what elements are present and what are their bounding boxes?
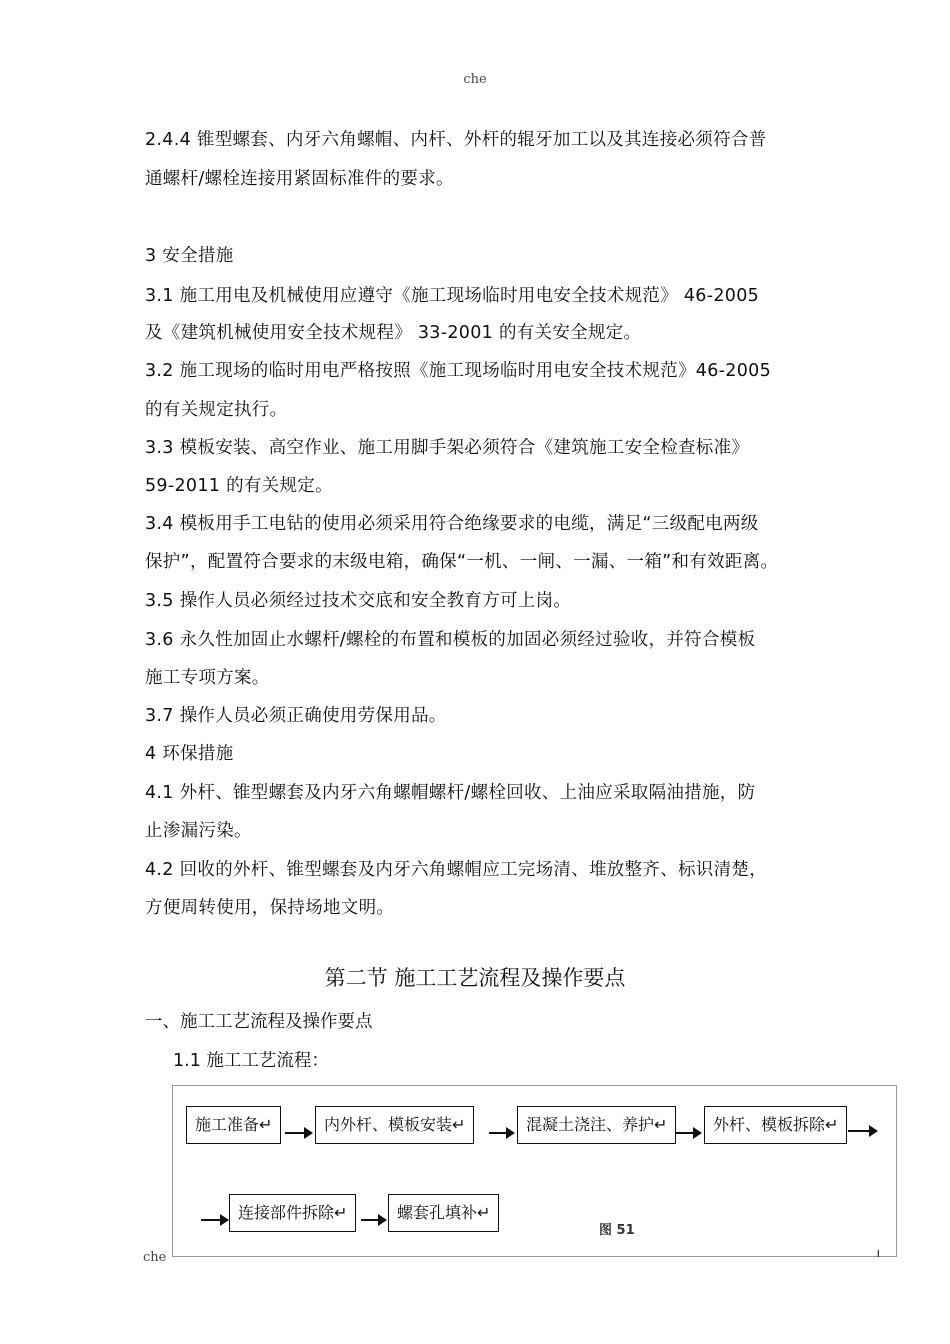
body-text-line: 通螺杆/螺栓连接用紧固标准件的要求。 — [145, 169, 454, 189]
flow-arrow — [285, 1132, 311, 1134]
body-text-line: 3.4 模板用手工电钻的使用必须采用符合绝缘要求的电缆，满足“三级配电两级 — [145, 514, 759, 534]
subsection-heading: 一、施工工艺流程及操作要点 — [145, 1012, 373, 1032]
flow-step-4: 外杆、模板拆除↵ — [704, 1106, 847, 1144]
flow-arrow — [201, 1219, 227, 1221]
body-text-line: 3 安全措施 — [145, 246, 234, 266]
body-text-line: 方便周转使用，保持场地文明。 — [145, 898, 395, 918]
body-text-line: 保护”，配置符合要求的末级电箱，确保“一机、一闸、一漏、一箱”和有效距离。 — [145, 552, 779, 572]
flow-step-2: 内外杆、模板安装↵ — [315, 1106, 474, 1144]
body-text-line: 4.2 回收的外杆、锥型螺套及内牙六角螺帽应工完场清、堆放整齐、标识清楚， — [145, 860, 767, 880]
flow-arrow — [676, 1132, 700, 1134]
figure-caption: 图 51 — [599, 1223, 635, 1238]
body-text-line: 4 环保措施 — [145, 744, 234, 764]
body-text-line: 及《建筑机械使用安全技术规程》 33-2001 的有关安全规定。 — [145, 323, 642, 343]
body-text-line: 3.6 永久性加固止水螺杆/螺栓的布置和模板的加固必须经过验收，并符合模板 — [145, 630, 756, 650]
body-text-line: 4.1 外杆、锥型螺套及内牙六角螺帽螺杆/螺栓回收、上油应采取隔油措施，防 — [145, 783, 756, 803]
flow-step-5: 连接部件拆除↵ — [229, 1194, 356, 1232]
flow-arrow — [361, 1219, 385, 1221]
flow-step-3: 混凝土浇注、养护↵ — [517, 1106, 676, 1144]
body-text-line: 3.3 模板安装、高空作业、施工用脚手架必须符合《建筑施工安全检查标准》 — [145, 438, 750, 458]
body-text-line: 3.1 施工用电及机械使用应遵守《施工现场临时用电安全技术规范》 46-2005 — [145, 286, 760, 306]
body-text-line: 3.2 施工现场的临时用电严格按照《施工现场临时用电安全技术规范》46-2005 — [145, 361, 772, 381]
flow-step-1: 施工准备↵ — [186, 1106, 281, 1144]
body-text-line: 的有关规定执行。 — [145, 400, 288, 420]
body-text-line: 施工专项方案。 — [145, 668, 270, 688]
section-title: 第二节 施工工艺流程及操作要点 — [324, 966, 626, 990]
flow-arrow — [848, 1130, 876, 1132]
page-footer: che — [143, 1250, 167, 1265]
flow-arrow — [489, 1132, 513, 1134]
flowchart-figure — [172, 1085, 897, 1260]
body-text-line: 3.5 操作人员必须经过技术交底和安全教育方可上岗。 — [145, 591, 572, 611]
page-header: che — [463, 72, 487, 87]
flow-step-6: 螺套孔填补↵ — [388, 1194, 499, 1232]
body-text-line: 59-2011 的有关规定。 — [145, 476, 333, 496]
body-text-line: 2.4.4 锥型螺套、内牙六角螺帽、内杆、外杆的辊牙加工以及其连接必须符合普 — [145, 130, 767, 150]
item-heading: 1.1 施工工艺流程： — [173, 1051, 329, 1071]
body-text-line: 3.7 操作人员必须正确使用劳保用品。 — [145, 706, 447, 726]
body-text-line: 止渗漏污染。 — [145, 821, 252, 841]
paragraph-mark: ı — [876, 1246, 880, 1260]
